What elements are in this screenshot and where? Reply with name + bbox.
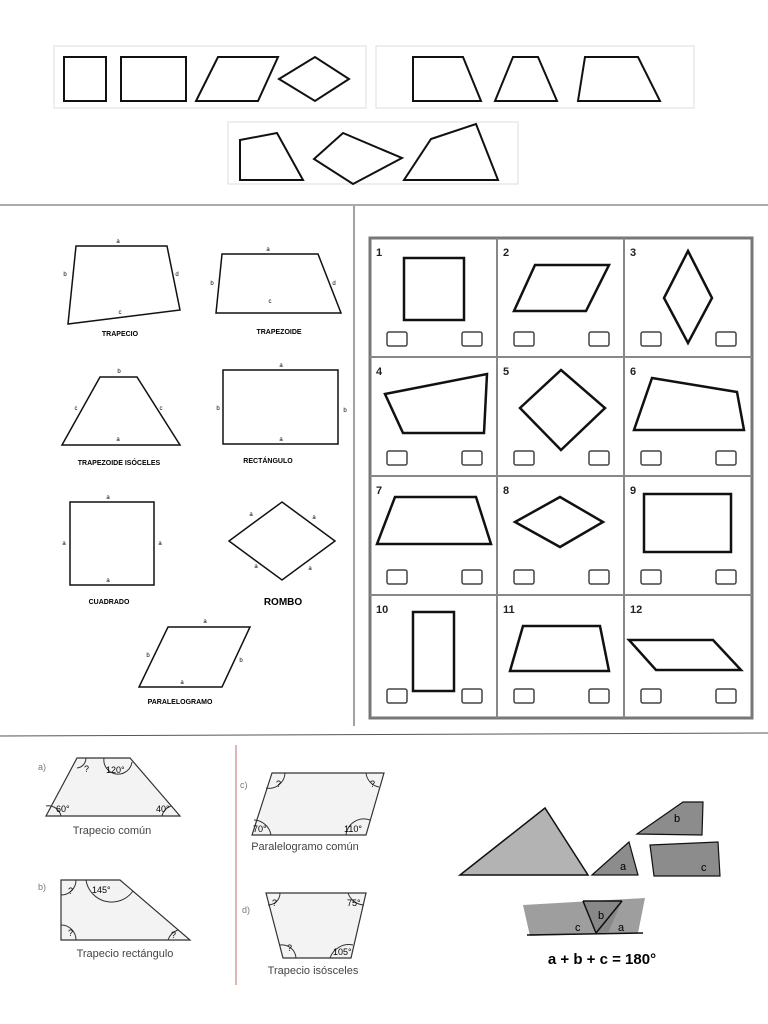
- cell-number: 7: [376, 485, 383, 497]
- isosceles-side-left: c: [74, 406, 78, 412]
- paralelogramo-label: PARALELOGRAMO: [147, 699, 213, 706]
- angle-sum-formula: a + b + c = 180°: [547, 951, 657, 968]
- answer-checkbox[interactable]: [514, 689, 534, 703]
- cell-number: 1: [376, 247, 383, 259]
- rectangulo-label: RECTÁNGULO: [243, 458, 293, 465]
- rectangulo-side-left: b: [216, 406, 220, 412]
- top-rectangle: [121, 57, 186, 101]
- exercise-b-q1: ?: [68, 886, 74, 896]
- isosceles-shape: [62, 369, 180, 467]
- cell-number: 12: [630, 604, 643, 616]
- answer-checkbox[interactable]: [514, 332, 534, 346]
- exercise-c-q3: 70°: [253, 824, 267, 834]
- paralelogramo-side-bottom: a: [180, 680, 184, 686]
- answer-checkbox[interactable]: [387, 332, 407, 346]
- exercise-b: [38, 880, 190, 960]
- top-trapezoid-right: [413, 57, 481, 101]
- whole-triangle: [460, 808, 588, 875]
- answer-checkbox[interactable]: [641, 689, 661, 703]
- piece-b-label: b: [674, 813, 681, 825]
- answer-checkbox[interactable]: [514, 451, 534, 465]
- exercise-a: [38, 758, 180, 837]
- exercise-c-q4: 110°: [344, 824, 362, 834]
- exercise-d-q4: 105°: [333, 947, 352, 957]
- answer-checkbox[interactable]: [387, 570, 407, 584]
- cuadrado-label: CUADRADO: [88, 599, 130, 606]
- cell-number: 10: [376, 604, 389, 616]
- isosceles-label: TRAPEZOIDE ISÓCELES: [77, 460, 161, 467]
- rectangulo-side-top: a: [279, 363, 283, 369]
- trapecio-shape: [63, 239, 180, 338]
- piece-b: [637, 802, 703, 835]
- top-trapezoid: [578, 57, 660, 101]
- exercise-c-letter: c): [240, 780, 248, 790]
- answer-checkbox[interactable]: [387, 689, 407, 703]
- answer-checkbox[interactable]: [589, 451, 609, 465]
- answer-checkbox[interactable]: [462, 570, 482, 584]
- exercise-d-letter: d): [242, 905, 251, 915]
- rombo-label: ROMBO: [263, 597, 303, 608]
- cell-number: 4: [376, 366, 383, 378]
- exercise-b-q2: 145°: [92, 885, 111, 895]
- exercise-d-q3: ?: [287, 943, 293, 953]
- answer-checkbox[interactable]: [716, 332, 736, 346]
- assembled-a-label: a: [618, 922, 625, 934]
- rombo-side-br: a: [308, 566, 312, 572]
- cuadrado-side-bottom: a: [106, 578, 110, 584]
- answer-checkbox[interactable]: [589, 570, 609, 584]
- trapecio-label: TRAPECIO: [101, 331, 139, 338]
- isosceles-side-top: b: [117, 369, 121, 375]
- exercise-a-q3: 60°: [56, 804, 70, 814]
- cell-number: 2: [503, 247, 510, 259]
- piece-a-label: a: [620, 861, 627, 873]
- exercise-c-q1: ?: [276, 779, 282, 789]
- trapecio-side-a: a: [116, 239, 120, 245]
- top-frame-right: [376, 46, 694, 108]
- answer-checkbox[interactable]: [641, 570, 661, 584]
- exercise-a-letter: a): [38, 762, 47, 772]
- rectangulo-side-bottom: a: [279, 437, 283, 443]
- cell-number: 6: [630, 366, 637, 378]
- exercise-c: [240, 773, 384, 853]
- top-rhombus: [279, 57, 349, 101]
- top-kite: [314, 133, 402, 184]
- cell-number: 11: [503, 604, 515, 616]
- separator-bottom: [0, 733, 768, 736]
- isosceles-side-bottom: a: [116, 437, 120, 443]
- cuadrado-side-top: a: [106, 495, 110, 501]
- trapezoide-side-b: b: [210, 281, 214, 287]
- answer-checkbox[interactable]: [462, 689, 482, 703]
- exercise-b-letter: b): [38, 882, 47, 892]
- cuadrado-shape: [62, 495, 162, 606]
- trapezoide-side-a: a: [266, 247, 270, 253]
- exercise-a-q2: 120°: [106, 765, 125, 775]
- trapezoide-side-c: c: [268, 299, 272, 305]
- rombo-shape: [229, 502, 335, 608]
- exercise-b-caption: Trapecio rectángulo: [76, 948, 174, 960]
- trapecio-side-c: c: [118, 310, 122, 316]
- answer-checkbox[interactable]: [716, 451, 736, 465]
- rectangulo-shape: [216, 363, 347, 465]
- exercise-d-caption: Trapecio isósceles: [267, 965, 359, 977]
- angle-exercises: [38, 745, 384, 985]
- cuadrado-side-left: a: [62, 541, 66, 547]
- piece-c-label: c: [701, 862, 707, 874]
- top-frame-bottom: [228, 122, 518, 184]
- cell-number: 3: [630, 247, 637, 259]
- cell-number: 5: [503, 366, 510, 378]
- piece-a: [592, 842, 638, 875]
- exercise-a-q1: ?: [84, 764, 90, 774]
- exercise-c-q2: ?: [370, 779, 376, 789]
- top-shapes-section: [54, 46, 694, 184]
- piece-c: [650, 842, 720, 876]
- trapezoide-side-d: d: [332, 281, 336, 287]
- isosceles-side-right: c: [159, 406, 163, 412]
- triangle-angle-sum: [460, 802, 720, 968]
- answer-checkbox[interactable]: [514, 570, 534, 584]
- trapezoide-label: TRAPEZOIDE: [256, 329, 302, 336]
- assembled-b-label: b: [598, 910, 605, 922]
- exercise-b-q4: ?: [171, 930, 177, 940]
- exercise-d-q1: ?: [272, 898, 278, 908]
- cell-number: 8: [503, 485, 510, 497]
- rombo-side-tl: a: [249, 512, 253, 518]
- exercise-c-caption: Paralelogramo común: [251, 841, 359, 853]
- paralelogramo-side-left: b: [146, 653, 150, 659]
- exercise-d: [242, 893, 366, 977]
- answer-checkbox[interactable]: [716, 689, 736, 703]
- top-trapezoid-large: [404, 124, 498, 180]
- exercise-a-q4: 40°: [156, 804, 170, 814]
- cell-number: 9: [630, 485, 637, 497]
- answer-checkbox[interactable]: [716, 570, 736, 584]
- answer-checkbox[interactable]: [589, 332, 609, 346]
- top-trapezoid-irregular: [240, 133, 303, 180]
- top-trapezoid-isosceles: [495, 57, 557, 101]
- answer-checkbox[interactable]: [387, 451, 407, 465]
- trapecio-side-d: d: [175, 272, 179, 278]
- exercise-d-q2: 75°: [347, 898, 361, 908]
- exercise-a-caption: Trapecio común: [72, 825, 152, 837]
- paralelogramo-side-right: b: [239, 658, 243, 664]
- paralelogramo-shape: [139, 619, 250, 706]
- answer-checkbox[interactable]: [641, 332, 661, 346]
- paralelogramo-side-top: a: [203, 619, 207, 625]
- named-shapes-section: [62, 239, 347, 706]
- trapecio-side-b: b: [63, 272, 67, 278]
- rectangulo-side-right: b: [343, 408, 347, 414]
- top-parallelogram: [196, 57, 278, 101]
- answer-checkbox[interactable]: [462, 332, 482, 346]
- answer-checkbox[interactable]: [462, 451, 482, 465]
- rombo-side-tr: a: [312, 515, 316, 521]
- top-square: [64, 57, 106, 101]
- answer-checkbox[interactable]: [589, 689, 609, 703]
- answer-checkbox[interactable]: [641, 451, 661, 465]
- exercise-b-q3: ?: [68, 928, 74, 938]
- classification-grid: [370, 238, 752, 718]
- cuadrado-side-right: a: [158, 541, 162, 547]
- trapezoide-shape: [210, 247, 341, 336]
- rombo-side-bl: a: [254, 564, 258, 570]
- assembled-c-label: c: [575, 922, 581, 934]
